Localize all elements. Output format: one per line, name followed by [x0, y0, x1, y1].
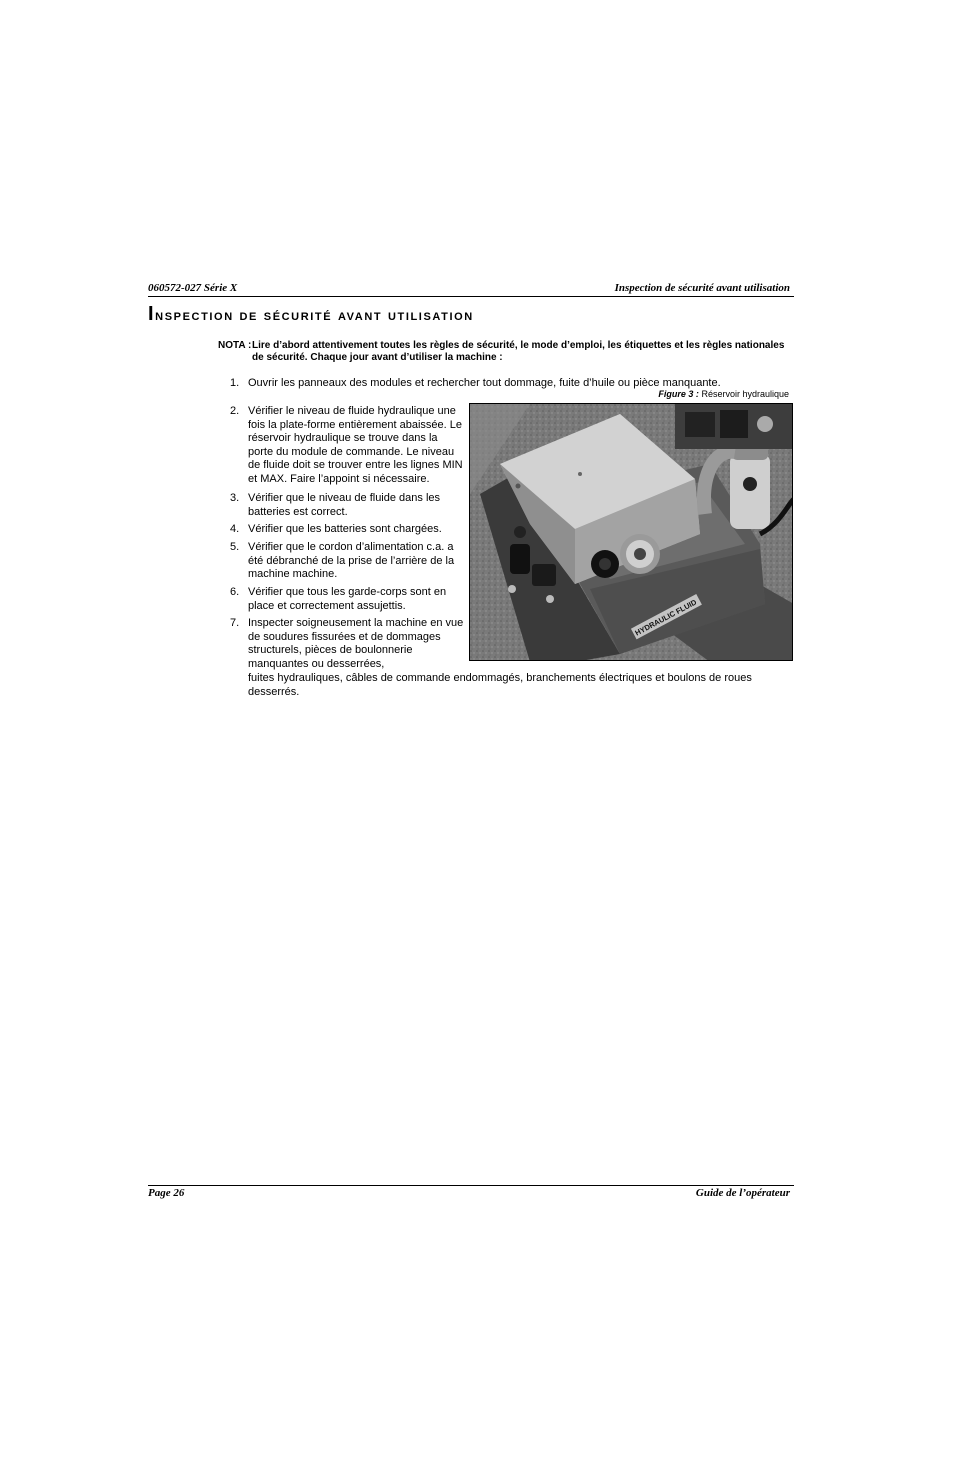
- list-item-text: Vérifier que tous les garde-corps sont en place et correctement assujettis.: [248, 586, 447, 612]
- tank-lettering: HYDRAULIC FLUID: [633, 597, 699, 638]
- list-item-number: 7.: [230, 617, 240, 629]
- list-item-text: Vérifier que les batteries sont chargées.: [248, 523, 442, 535]
- list-item-text: Vérifier que le niveau de fluide dans les batteries est correct.: [248, 492, 441, 518]
- title-rest: nspection de sécurité avant utilisation: [155, 307, 474, 324]
- list-item-number: 3.: [230, 492, 240, 504]
- footer-page-number: Page 26: [148, 1187, 185, 1199]
- header-section-title: Inspection de sécurité avant utilisation: [614, 282, 790, 294]
- list-item-number: 4.: [230, 523, 240, 535]
- list-item-text: Vérifier le niveau de fluide hydraulique une fois la plate-forme entièrement abaissée. Le réservoir hydraulique se trouve dans la porte du module de commande. Le niveau de fluide doit se trouver entre les lignes MIN et MAX. Faire l’appoint si nécessaire.: [248, 405, 463, 485]
- list-item-text-narrow: Inspecter soigneusement la machine en vue de soudures fissurées et de dommages structurels, pièces de boulonnerie manquantes ou desserrées,: [248, 617, 464, 670]
- note-label: NOTA :: [218, 340, 252, 351]
- figure-caption-text: Réservoir hydraulique: [701, 389, 789, 399]
- note-text: Lire d’abord attentivement toutes les règles de sécurité, le mode d’emploi, les étiquettes et les règles nationales de sécurité. Chaque jour avant d’utiliser la machine :: [252, 340, 785, 363]
- list-item-number: 2.: [230, 405, 240, 417]
- page-title: [148, 303, 474, 326]
- list-item-number: 6.: [230, 586, 240, 598]
- footer-rule: [148, 1185, 794, 1186]
- hydraulic-reservoir-photo: [469, 403, 793, 661]
- title-initial: I: [148, 303, 156, 325]
- figure-label: Figure 3 :: [658, 389, 699, 399]
- header-doc-id: 060572-027 Série X: [148, 282, 238, 294]
- hydraulic-reservoir-illustration: [470, 404, 793, 661]
- header-rule: [148, 296, 794, 297]
- list-item-text-wide: fuites hydrauliques, câbles de commande endommagés, branchements électriques et boulons de roues desserrés.: [248, 672, 752, 698]
- figure-caption: [658, 389, 789, 399]
- footer-guide-title: Guide de l’opérateur: [695, 1187, 790, 1199]
- list-item-number: 1.: [230, 377, 240, 389]
- list-item-text: Ouvrir les panneaux des modules et rechercher tout dommage, fuite d’huile ou pièce manquante.: [248, 377, 721, 389]
- list-item-number: 5.: [230, 541, 240, 553]
- list-item-text: Vérifier que le cordon d’alimentation c.a. a été débranché de la prise de l’arrière de la machine machine.: [248, 541, 455, 581]
